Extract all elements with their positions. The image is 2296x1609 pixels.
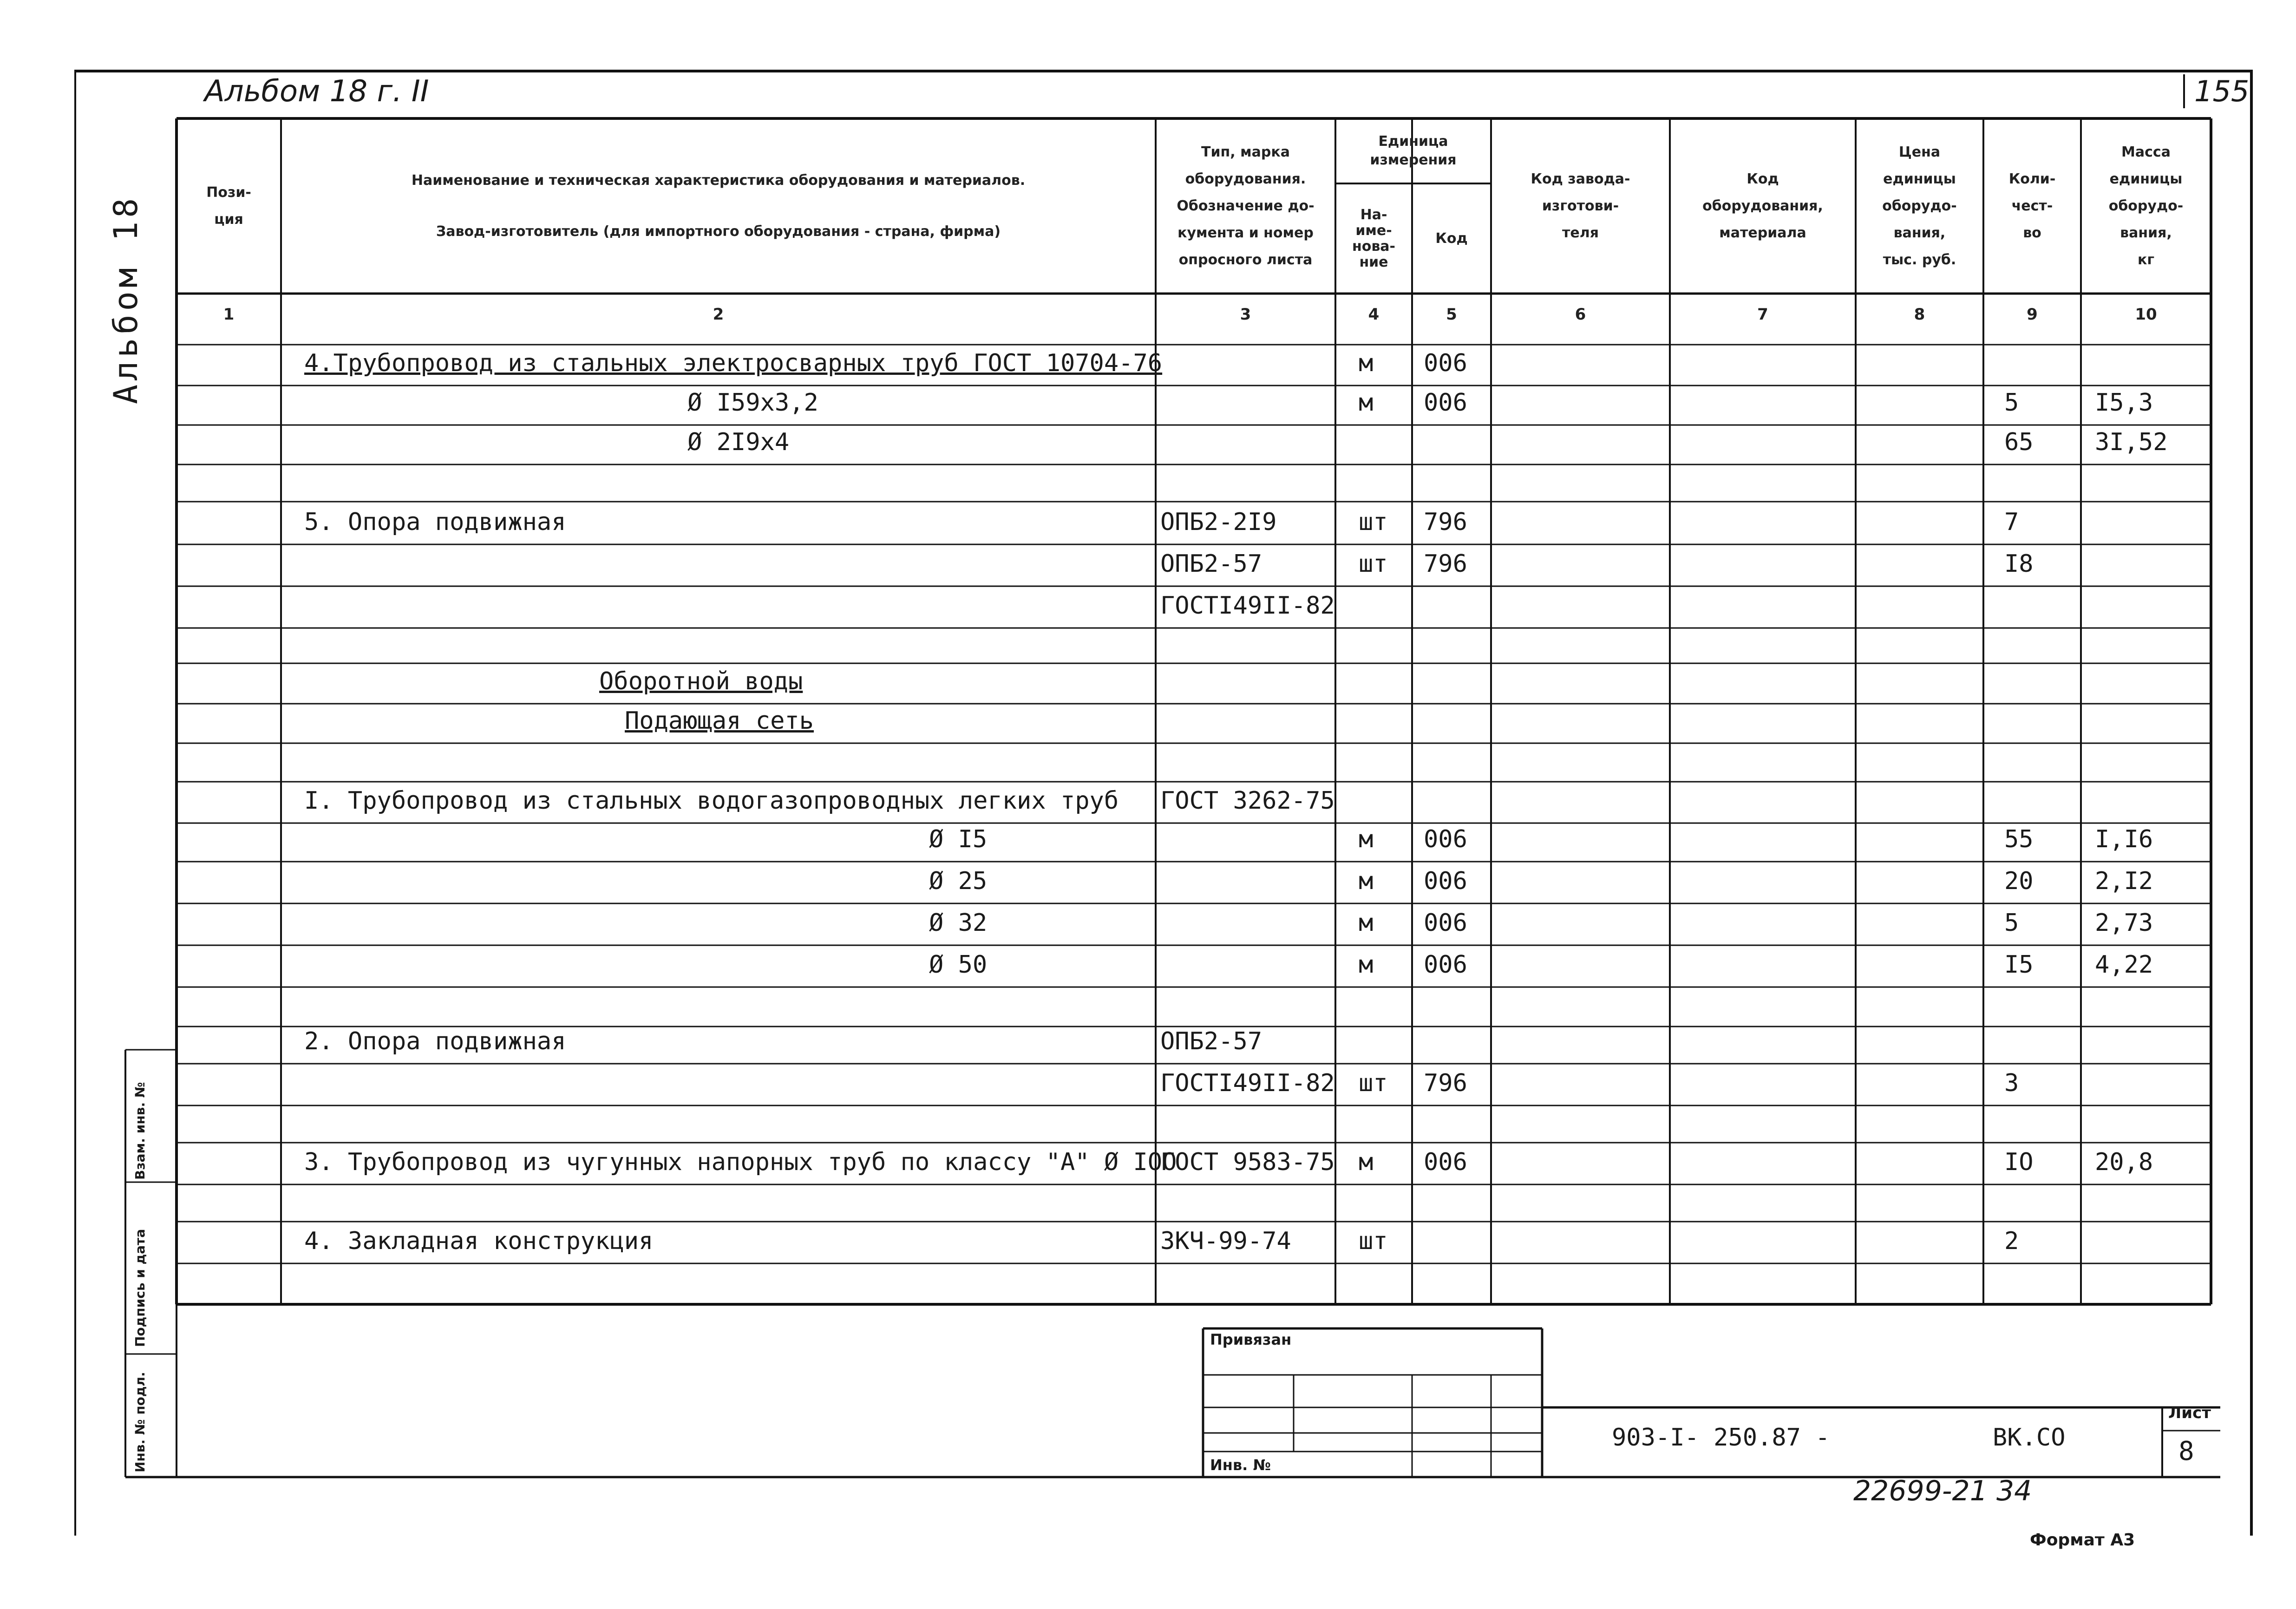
header-line: чест- [2011,197,2053,214]
column-number-3: 3 [1240,305,1251,324]
column-number-7: 7 [1757,305,1768,324]
row-mass: 4,22 [2095,951,2153,979]
row-name: 4.Трубопровод из стальных электросварных труб ГОСТ 10704-76 [304,349,1163,377]
header-line: Наименование и техническая характеристика оборудования и материалов. [411,172,1026,189]
header-line: Завод-изготовитель (для импортного оборудования - страна, фирма) [436,223,1001,240]
format-label: Формат А3 [2030,1531,2135,1550]
stamp-privyazan: Привязан [1210,1331,1292,1348]
header-line: оборудования. [1185,170,1306,187]
column-header-10 [2081,118,2211,294]
column-header-7 [1670,118,1856,294]
row-name: Подающая сеть [625,707,814,735]
row-name: 3. Трубопровод из чугунных напорных труб по классу "А" Ø IOO [304,1148,1177,1176]
header-line: Коли- [2008,170,2056,187]
stamp-sheet-number: 8 [2178,1436,2194,1466]
header-line: име- [1355,222,1392,239]
header-line: ция [214,211,243,228]
column-header-2 [281,118,1156,294]
header-line: вания, [2120,224,2172,241]
stamp-inv-no: Инв. № [1210,1456,1271,1474]
row-unit: м [1359,909,1374,937]
row-type: ГОСТ 3262-75 [1160,787,1335,815]
row-name: Ø 50 [929,951,988,979]
row-type: ОПБ2-57 [1160,1027,1262,1055]
column-number-1: 1 [223,305,235,324]
header-line: оборудо- [2108,197,2184,214]
column-header-6 [1491,118,1670,294]
row-unit: м [1359,1148,1374,1176]
side-field-1: Взам. инв. № [132,1082,148,1180]
row-name: Ø 32 [929,909,988,937]
column-header-5 [1412,183,1491,294]
header-line: измерения [1370,152,1457,168]
header-line: нова- [1352,238,1396,255]
stamp-designation: 903-I- 250.87 - [1612,1424,1830,1452]
row-code: 006 [1424,349,1467,377]
header-line: вания, [1893,224,1946,241]
side-field-2: Подпись и дата [132,1229,148,1347]
column-header-8 [1856,118,1983,294]
row-name: 2. Опора подвижная [304,1027,566,1055]
column-number-8: 8 [1914,305,1925,324]
row-mass: 2,73 [2095,909,2153,937]
row-code: 796 [1424,1069,1467,1097]
row-qty: 55 [2004,825,2034,853]
row-qty: 5 [2004,909,2019,937]
row-qty: I8 [2004,550,2034,578]
row-unit: м [1359,867,1374,895]
row-qty: 65 [2004,428,2034,456]
header-line: Код [1747,170,1779,187]
album-note: Альбом 18 г. II [204,74,429,109]
header-line: Код [1435,230,1468,247]
header-line: единицы [2109,170,2183,187]
column-header-4 [1335,183,1412,294]
row-unit: м [1359,349,1374,377]
row-mass: 3I,52 [2095,428,2168,456]
row-qty: 5 [2004,389,2019,417]
row-name: Ø 25 [929,867,988,895]
row-mass: 20,8 [2095,1148,2153,1176]
bottom-handwritten-number: 22699-21 34 [1853,1475,2032,1507]
row-code: 796 [1424,550,1467,578]
row-mass: 2,I2 [2095,867,2153,895]
header-line: единицы [1883,170,1956,187]
row-qty: 2 [2004,1227,2019,1255]
header-line: тыс. руб. [1883,251,1956,268]
header-line: теля [1562,224,1599,241]
header-line: оборудо- [1882,197,1957,214]
row-qty: 7 [2004,508,2019,536]
header-line: На- [1360,206,1387,223]
column-header-3 [1156,118,1335,294]
row-unit: шт [1359,550,1388,578]
row-name: Ø 2I9х4 [687,428,790,456]
row-name: Ø I5 [929,825,988,853]
row-code: 006 [1424,867,1467,895]
row-code: 796 [1424,508,1467,536]
row-code: 006 [1424,909,1467,937]
column-number-2: 2 [713,305,724,324]
header-line: Тип, марка [1201,144,1290,160]
column-number-10: 10 [2135,305,2157,324]
header-line: во [2023,224,2041,241]
side-field-3: Инв. № подл. [132,1372,148,1472]
row-mass: I5,3 [2095,389,2153,417]
header-line: Обозначение до- [1177,197,1315,214]
row-qty: 3 [2004,1069,2019,1097]
header-line: опросного листа [1178,251,1313,268]
column-header-9 [1983,118,2081,294]
unit-group-header [1335,118,1491,183]
header-line: кумента и номер [1177,224,1314,241]
row-qty: 20 [2004,867,2034,895]
row-type: ГОСТ 9583-75 [1160,1148,1335,1176]
row-type: ГОСТI49II-82 [1160,1069,1335,1097]
stamp-sheet-label: Лист [2168,1404,2211,1422]
row-code: 006 [1424,1148,1467,1176]
stamp-sheet-code: ВК.СО [1993,1424,2066,1452]
row-unit: шт [1359,1227,1388,1255]
column-header-1 [177,118,281,294]
header-line: ние [1359,254,1388,270]
row-type: ЗКЧ-99-74 [1160,1227,1291,1255]
row-qty: I5 [2004,951,2034,979]
row-name: Оборотной воды [599,667,803,695]
column-number-6: 6 [1575,305,1586,324]
header-line: Код завода- [1531,170,1630,187]
header-line: Пози- [206,184,251,201]
column-number-5: 5 [1446,305,1457,324]
row-code: 006 [1424,951,1467,979]
header-line: Единица [1378,133,1448,150]
row-unit: м [1359,951,1374,979]
header-line: оборудования, [1702,197,1823,214]
row-name: Ø I59х3,2 [687,389,818,417]
row-code: 006 [1424,389,1467,417]
header-line: Масса [2121,144,2171,160]
row-unit: м [1359,825,1374,853]
row-qty: IO [2004,1148,2034,1176]
column-number-9: 9 [2027,305,2038,324]
row-name: I. Трубопровод из стальных водогазопроводных легких труб [304,787,1119,815]
row-name: 4. Закладная конструкция [304,1227,654,1255]
row-code: 006 [1424,825,1467,853]
column-number-4: 4 [1368,305,1380,324]
row-type: ОПБ2-57 [1160,550,1262,578]
row-type: ГОСТI49II-82 [1160,592,1335,620]
header-line: изготови- [1542,197,1619,214]
header-line: Цена [1898,144,1941,160]
row-unit: шт [1359,508,1388,536]
side-album-text: Альбом 18 [107,194,145,404]
row-type: ОПБ2-2I9 [1160,508,1277,536]
header-line: кг [2137,251,2155,268]
row-unit: м [1359,389,1374,417]
page-number-corner: 155 [2183,74,2249,108]
header-line: материала [1719,224,1806,241]
row-unit: шт [1359,1069,1388,1097]
row-mass: I,I6 [2095,825,2153,853]
row-name: 5. Опора подвижная [304,508,566,536]
